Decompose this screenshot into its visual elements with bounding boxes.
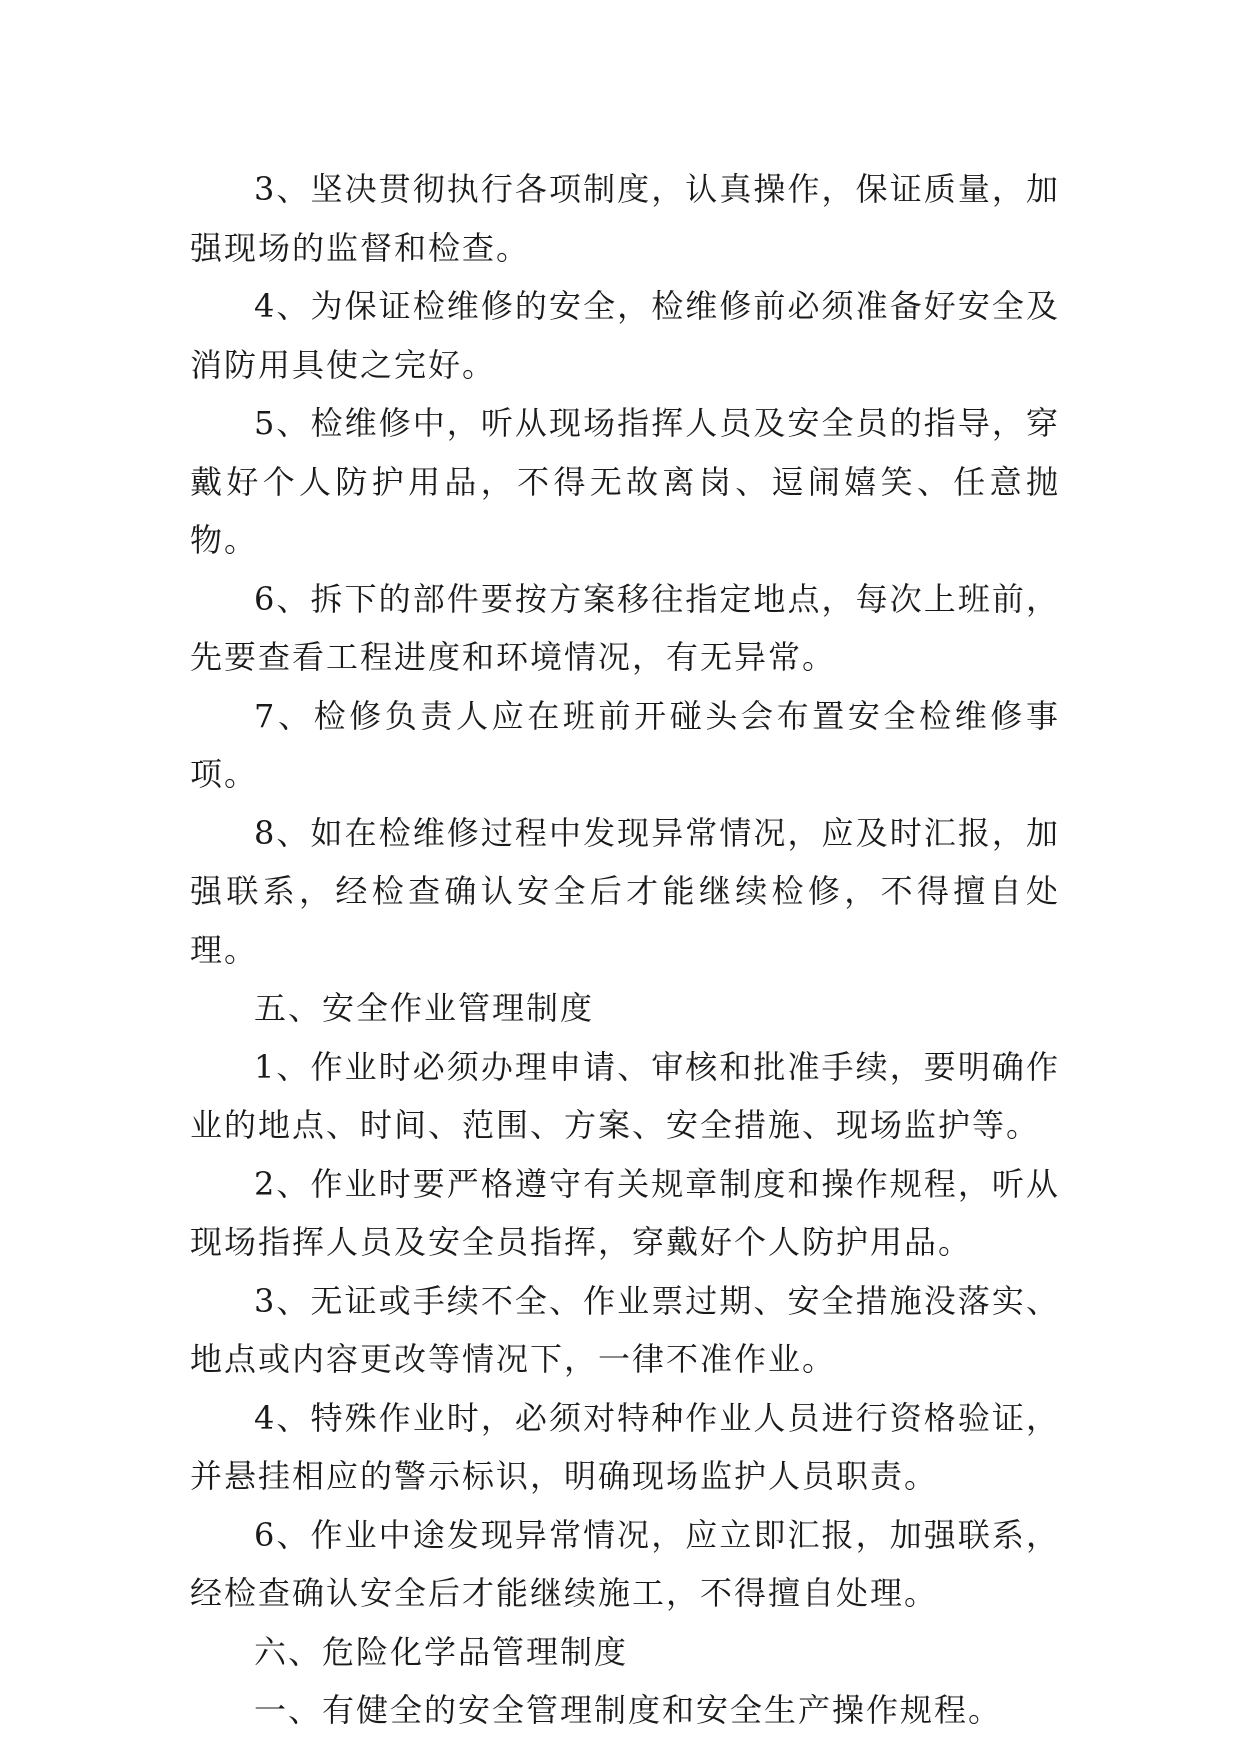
paragraph: 8、如在检维修过程中发现异常情况，应及时汇报，加强联系，经检查确认安全后才能继续检修，不得擅自处理。 xyxy=(190,813,1060,969)
paragraph: 7、检修负责人应在班前开碰头会布置安全检维修事项。 xyxy=(190,696,1060,793)
section-heading: 六、危险化学品管理制度 xyxy=(254,1632,629,1671)
paragraph: 一、有健全的安全管理制度和安全生产操作规程。 xyxy=(254,1691,1003,1729)
section-heading: 五、安全作业管理制度 xyxy=(254,989,595,1027)
paragraph: 4、特殊作业时，必须对特种作业人员进行资格验证，并悬挂相应的警示标识，明确现场监护人员职责。 xyxy=(190,1398,1060,1495)
paragraph: 1、作业时必须办理申请、审核和批准手续，要明确作业的地点、时间、范围、方案、安全措施、现场监护等。 xyxy=(190,1047,1060,1144)
paragraph: 3、无证或手续不全、作业票过期、安全措施没落实、地点或内容更改等情况下，一律不准作业。 xyxy=(190,1281,1060,1378)
paragraph: 2、作业时要严格遵守有关规章制度和操作规程，听从现场指挥人员及安全员指挥，穿戴好个人防护用品。 xyxy=(190,1164,1060,1261)
paragraph: 4、为保证检维修的安全，检维修前必须准备好安全及消防用具使之完好。 xyxy=(190,287,1060,384)
paragraph: 6、拆下的部件要按方案移往指定地点，每次上班前，先要查看工程进度和环境情况，有无异常。 xyxy=(190,579,1060,676)
document-body xyxy=(190,160,1060,1740)
paragraph: 6、作业中途发现异常情况，应立即汇报，加强联系，经检查确认安全后才能继续施工，不得擅自处理。 xyxy=(190,1515,1060,1612)
paragraph: 5、检维修中，听从现场指挥人员及安全员的指导，穿戴好个人防护用品，不得无故离岗、逗闹嬉笑、任意抛物。 xyxy=(190,404,1060,559)
paragraph: 3、坚决贯彻执行各项制度，认真操作，保证质量，加强现场的监督和检查。 xyxy=(190,170,1060,267)
